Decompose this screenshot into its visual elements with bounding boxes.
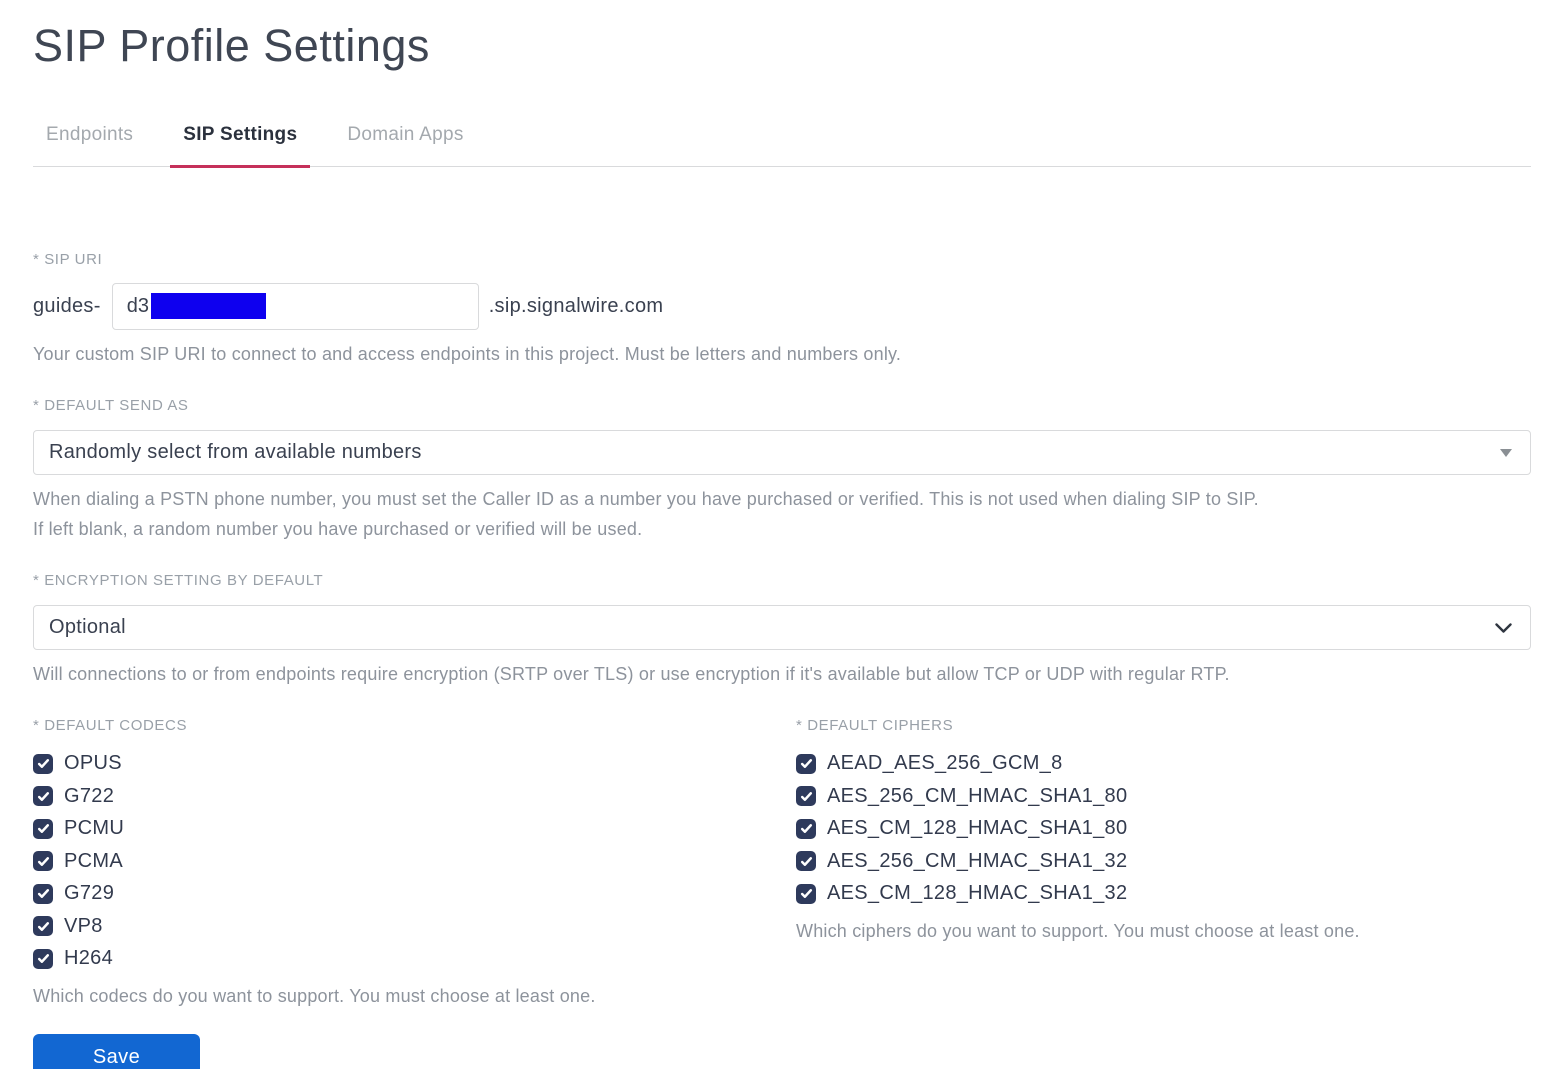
checkbox-checked-icon[interactable] [796, 851, 816, 871]
cipher-aes-256-cm-hmac-sha1-32[interactable] [796, 845, 1531, 878]
codec-opus[interactable] [33, 747, 796, 780]
checkbox-checked-icon[interactable] [796, 884, 816, 904]
triangle-down-icon [1500, 449, 1512, 457]
codecs-group [33, 747, 796, 975]
help-line-1: When dialing a PSTN phone number, you must set the Caller ID as a number you have purchased or verified. This is not used when dialing SIP to SIP. [33, 489, 1259, 510]
codec-label: VP8 [64, 914, 103, 937]
codec-vp8[interactable] [33, 910, 796, 943]
codec-g729[interactable] [33, 877, 796, 910]
checkbox-checked-icon[interactable] [796, 786, 816, 806]
sip-uri-help: Your custom SIP URI to connect to and access endpoints in this project. Must be letters and numbers only. [33, 344, 902, 365]
ciphers-help: Which ciphers do you want to support. You must choose at least one. [796, 920, 1360, 941]
cipher-aead-aes-256-gcm-8[interactable] [796, 747, 1531, 780]
checkbox-checked-icon[interactable] [33, 884, 53, 904]
tab-domain-apps[interactable]: Domain Apps [347, 124, 464, 146]
cipher-label: AES_CM_128_HMAC_SHA1_32 [827, 882, 1128, 904]
sip-profile-settings-page [0, 18, 1563, 1069]
page-title: SIP Profile Settings [33, 20, 430, 71]
checkbox-checked-icon[interactable] [33, 916, 53, 936]
checkbox-checked-icon[interactable] [33, 819, 53, 839]
codec-label: PCMA [64, 849, 123, 872]
default-send-as-help [33, 484, 1531, 544]
codec-h264[interactable] [33, 942, 796, 975]
codecs-help: Which codecs do you want to support. You must choose at least one. [33, 985, 596, 1006]
codec-label: PCMU [64, 817, 125, 839]
checkbox-checked-icon[interactable] [796, 754, 816, 774]
cipher-aes-256-cm-hmac-sha1-80[interactable] [796, 780, 1531, 813]
tab-sip-settings[interactable]: SIP Settings [170, 124, 310, 168]
default-send-as-select[interactable] [33, 430, 1531, 475]
checkbox-checked-icon[interactable] [33, 786, 53, 806]
sip-uri-value: d3 [126, 294, 149, 317]
codec-label: H264 [64, 947, 114, 969]
default-send-as-label: * DEFAULT SEND AS [33, 397, 189, 415]
codec-label: G729 [64, 882, 115, 904]
encryption-value: Optional [49, 616, 126, 639]
codec-g722[interactable] [33, 780, 796, 813]
chevron-down-icon [1495, 623, 1512, 633]
codec-label: OPUS [64, 752, 122, 774]
cipher-label: AEAD_AES_256_GCM_8 [827, 752, 1063, 774]
checkbox-checked-icon[interactable] [33, 851, 53, 871]
checkbox-checked-icon[interactable] [796, 819, 816, 839]
encryption-label: * ENCRYPTION SETTING BY DEFAULT [33, 572, 324, 590]
encryption-help: Will connections to or from endpoints require encryption (SRTP over TLS) or use encryption if it's available but allow TCP or UDP with regular RTP. [33, 664, 1230, 685]
sip-uri-input[interactable] [112, 283, 479, 330]
ciphers-column [796, 717, 1531, 1007]
checkbox-columns [33, 717, 1531, 1007]
codecs-label: * DEFAULT CODECS [33, 717, 188, 735]
save-button[interactable]: Save [33, 1034, 200, 1069]
encryption-select[interactable] [33, 605, 1531, 650]
ciphers-label: * DEFAULT CIPHERS [796, 717, 954, 735]
help-line-2: If left blank, a random number you have purchased or verified will be used. [33, 519, 643, 540]
ciphers-group [796, 747, 1531, 910]
cipher-label: AES_CM_128_HMAC_SHA1_80 [827, 817, 1128, 839]
sip-uri-label: * SIP URI [33, 251, 103, 269]
tab-endpoints[interactable]: Endpoints [46, 124, 134, 146]
tab-bar [33, 124, 1531, 167]
sip-uri-prefix: guides- [33, 294, 101, 317]
codec-pcmu[interactable] [33, 812, 796, 845]
default-send-as-value: Randomly select from available numbers [49, 441, 422, 464]
checkbox-checked-icon[interactable] [33, 754, 53, 774]
sip-settings-form [33, 251, 1531, 1069]
redaction-overlay [151, 293, 266, 319]
checkbox-checked-icon[interactable] [33, 949, 53, 969]
codec-label: G722 [64, 784, 115, 807]
cipher-label: AES_256_CM_HMAC_SHA1_80 [827, 784, 1128, 807]
sip-uri-row [33, 282, 1531, 330]
cipher-aes-cm-128-hmac-sha1-32[interactable] [796, 877, 1531, 910]
codecs-column [33, 717, 796, 1007]
codec-pcma[interactable] [33, 845, 796, 878]
sip-uri-suffix: .sip.signalwire.com [488, 294, 664, 317]
cipher-aes-cm-128-hmac-sha1-80[interactable] [796, 812, 1531, 845]
cipher-label: AES_256_CM_HMAC_SHA1_32 [827, 849, 1128, 872]
